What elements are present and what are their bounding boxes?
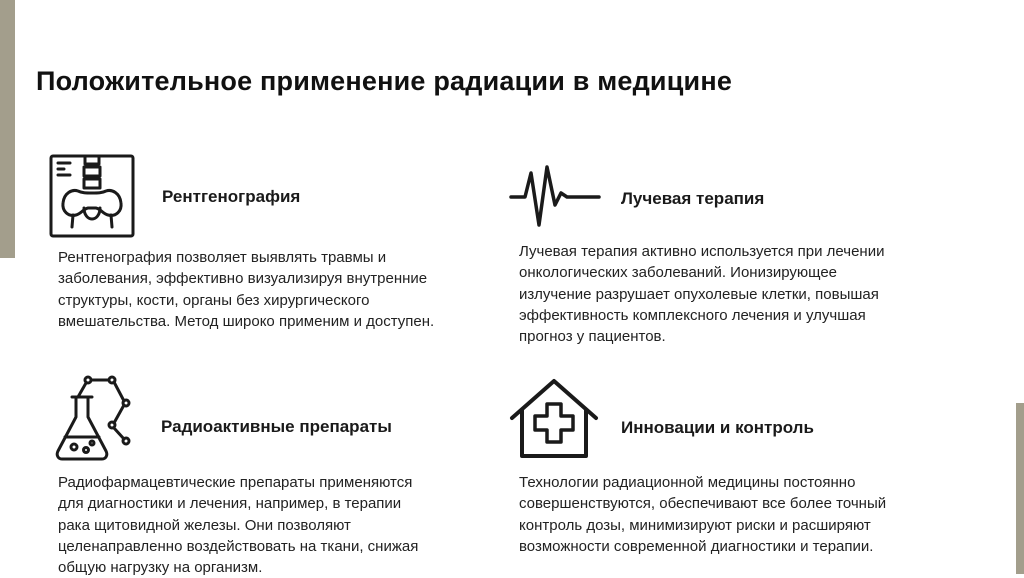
left-accent-bar	[0, 0, 15, 258]
section-heading-radioactive-drugs: Радиоактивные препараты	[161, 417, 392, 436]
text-line: Технологии радиационной медицины постоянно	[519, 474, 856, 491]
text-line: Лучевая терапия активно используется при лечении	[519, 243, 885, 260]
text-line: эффективность комплексного лечения и улучшая	[519, 306, 866, 324]
text-line: структуры, кости, органы без хирургического	[58, 291, 370, 309]
section-heading-innovation-control: Инновации и контроль	[621, 418, 814, 437]
text-line: целенаправленно воздействовать на ткани, снижая	[58, 537, 419, 555]
section-text-innovation-control	[519, 472, 886, 557]
slide-title: Положительное применение радиации в медицине	[36, 66, 733, 96]
text-line: Радиофармацевтические препараты применяются	[58, 474, 413, 491]
right-accent-bar	[1016, 403, 1024, 574]
text-line: общую нагрузку на организм.	[58, 559, 263, 577]
text-line: излучение разрушает опухолевые клетки, повышая	[519, 285, 879, 303]
section-text-radiography	[58, 247, 434, 332]
section-text-radioactive-drugs	[58, 472, 418, 578]
text-line: контроль дозы, минимизируют риски и расширяют	[519, 516, 871, 534]
section-heading-radiography: Рентгенография	[162, 187, 301, 206]
text-line: рака щитовидной железы. Они позволяют	[58, 516, 351, 534]
heartbeat-pulse-icon	[509, 163, 601, 233]
hospital-house-cross-icon	[509, 378, 599, 460]
section-text-radiation-therapy	[519, 241, 884, 347]
text-line: Рентгенография позволяет выявлять травмы и	[58, 249, 387, 266]
text-line: совершенствуются, обеспечивают все более точный	[519, 495, 887, 513]
xray-pelvis-icon	[48, 153, 136, 239]
text-line: возможности современной диагностики и терапии.	[519, 537, 874, 555]
lab-flask-molecule-icon	[52, 375, 134, 463]
text-line: вмешательства. Метод широко применим и доступен.	[58, 312, 435, 330]
text-line: онкологических заболеваний. Ионизирующее	[519, 264, 838, 282]
text-line: для диагностики и лечения, например, в терапии	[58, 495, 402, 513]
section-heading-radiation-therapy: Лучевая терапия	[621, 189, 765, 208]
text-line: прогноз у пациентов.	[519, 328, 666, 346]
text-line: заболевания, эффективно визуализируя внутренние	[58, 270, 428, 288]
